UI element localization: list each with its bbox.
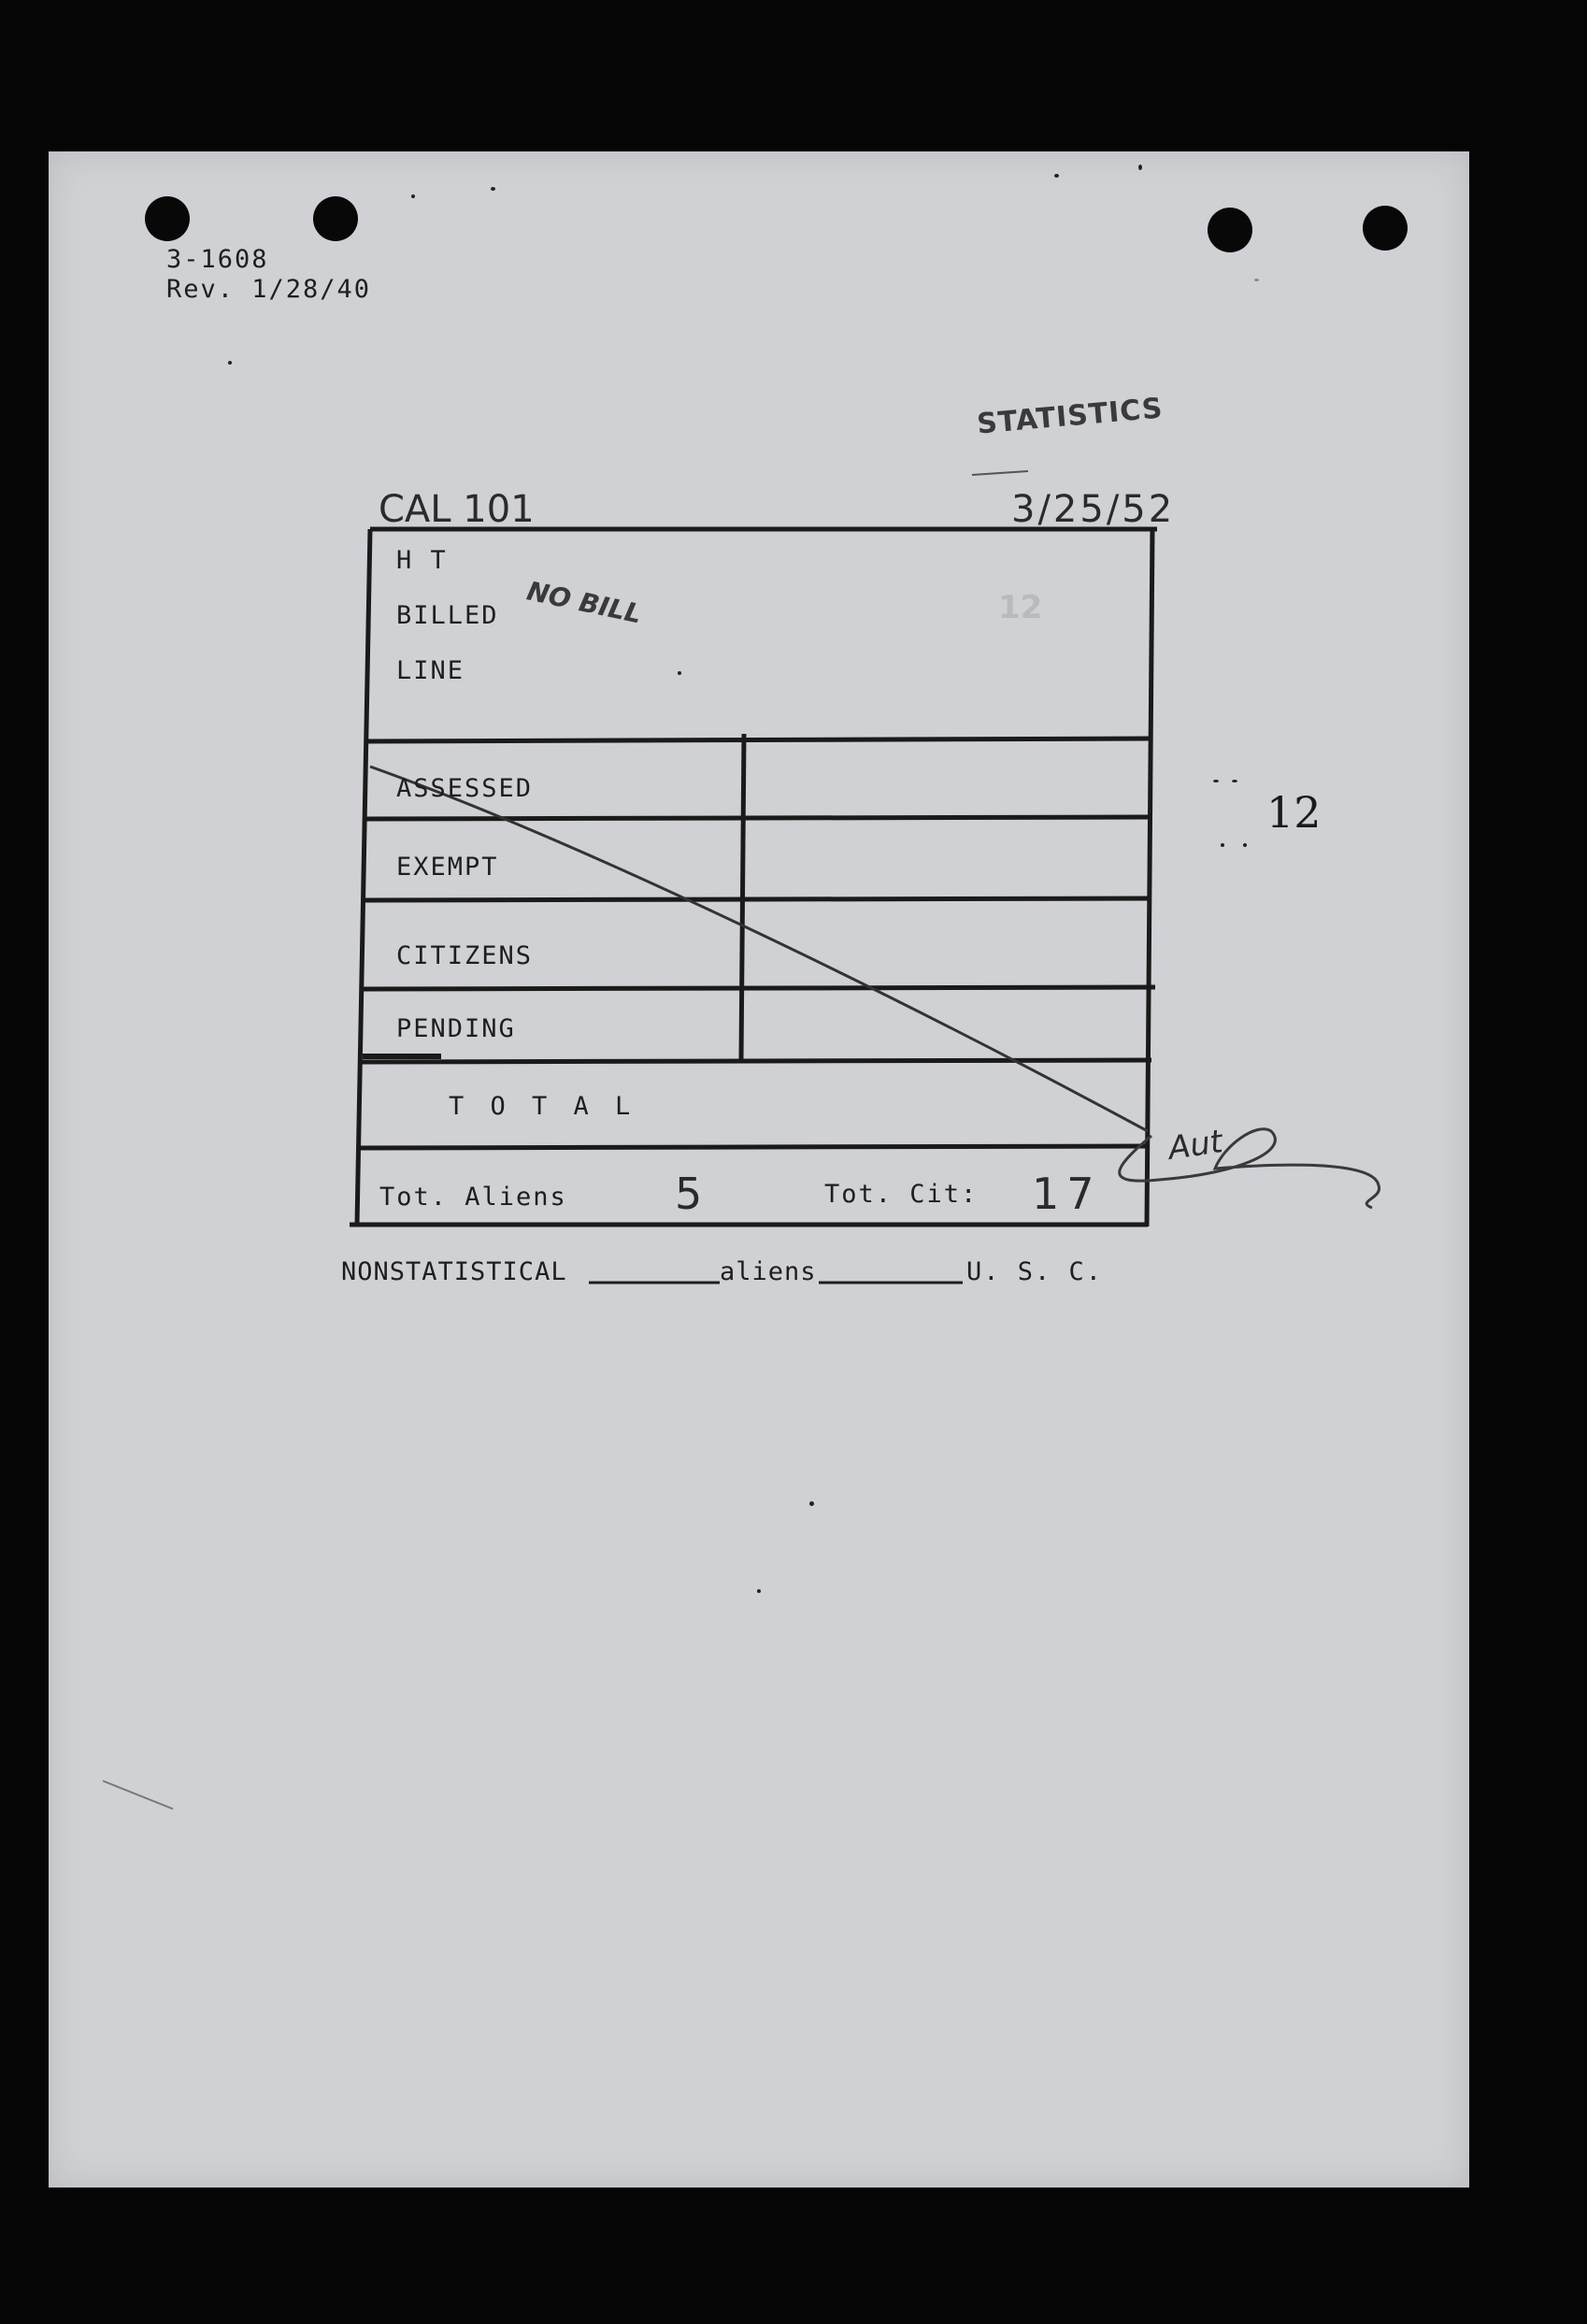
side-number: 12 [1266, 787, 1322, 838]
station-code: CAL 101 [379, 488, 535, 531]
row-pending: PENDING [396, 1014, 516, 1043]
tot-cit-label: Tot. Cit: [824, 1180, 979, 1209]
line-label: LINE [396, 656, 465, 685]
row-exempt: EXEMPT [396, 853, 499, 882]
tot-aliens-value: 5 [675, 1169, 703, 1219]
nonstatistical-aliens: aliens [720, 1257, 817, 1286]
total-label: T O T A L [449, 1092, 636, 1121]
ht-label: H T [396, 546, 448, 575]
billed-label: BILLED [396, 601, 499, 630]
faint-stamped-number: 12 [998, 589, 1043, 626]
form-number: 3-1608 [166, 245, 269, 274]
statistics-stamp: STATISTICS [975, 392, 1165, 441]
row-assessed: ASSESSED [396, 774, 534, 803]
handwritten-initials: Aut [1165, 1123, 1225, 1168]
form-revision: Rev. 1/28/40 [166, 275, 372, 304]
handwritten-date: 3/25/52 [1011, 488, 1176, 531]
tot-cit-value: 17 [1032, 1169, 1102, 1219]
nonstatistical-label: NONSTATISTICAL [341, 1257, 567, 1286]
nonstatistical-usc: U. S. C. [966, 1257, 1104, 1286]
tot-aliens-label: Tot. Aliens [379, 1183, 567, 1212]
row-citizens: CITIZENS [396, 941, 534, 970]
no-bill-stamp: NO BILL [523, 575, 645, 630]
